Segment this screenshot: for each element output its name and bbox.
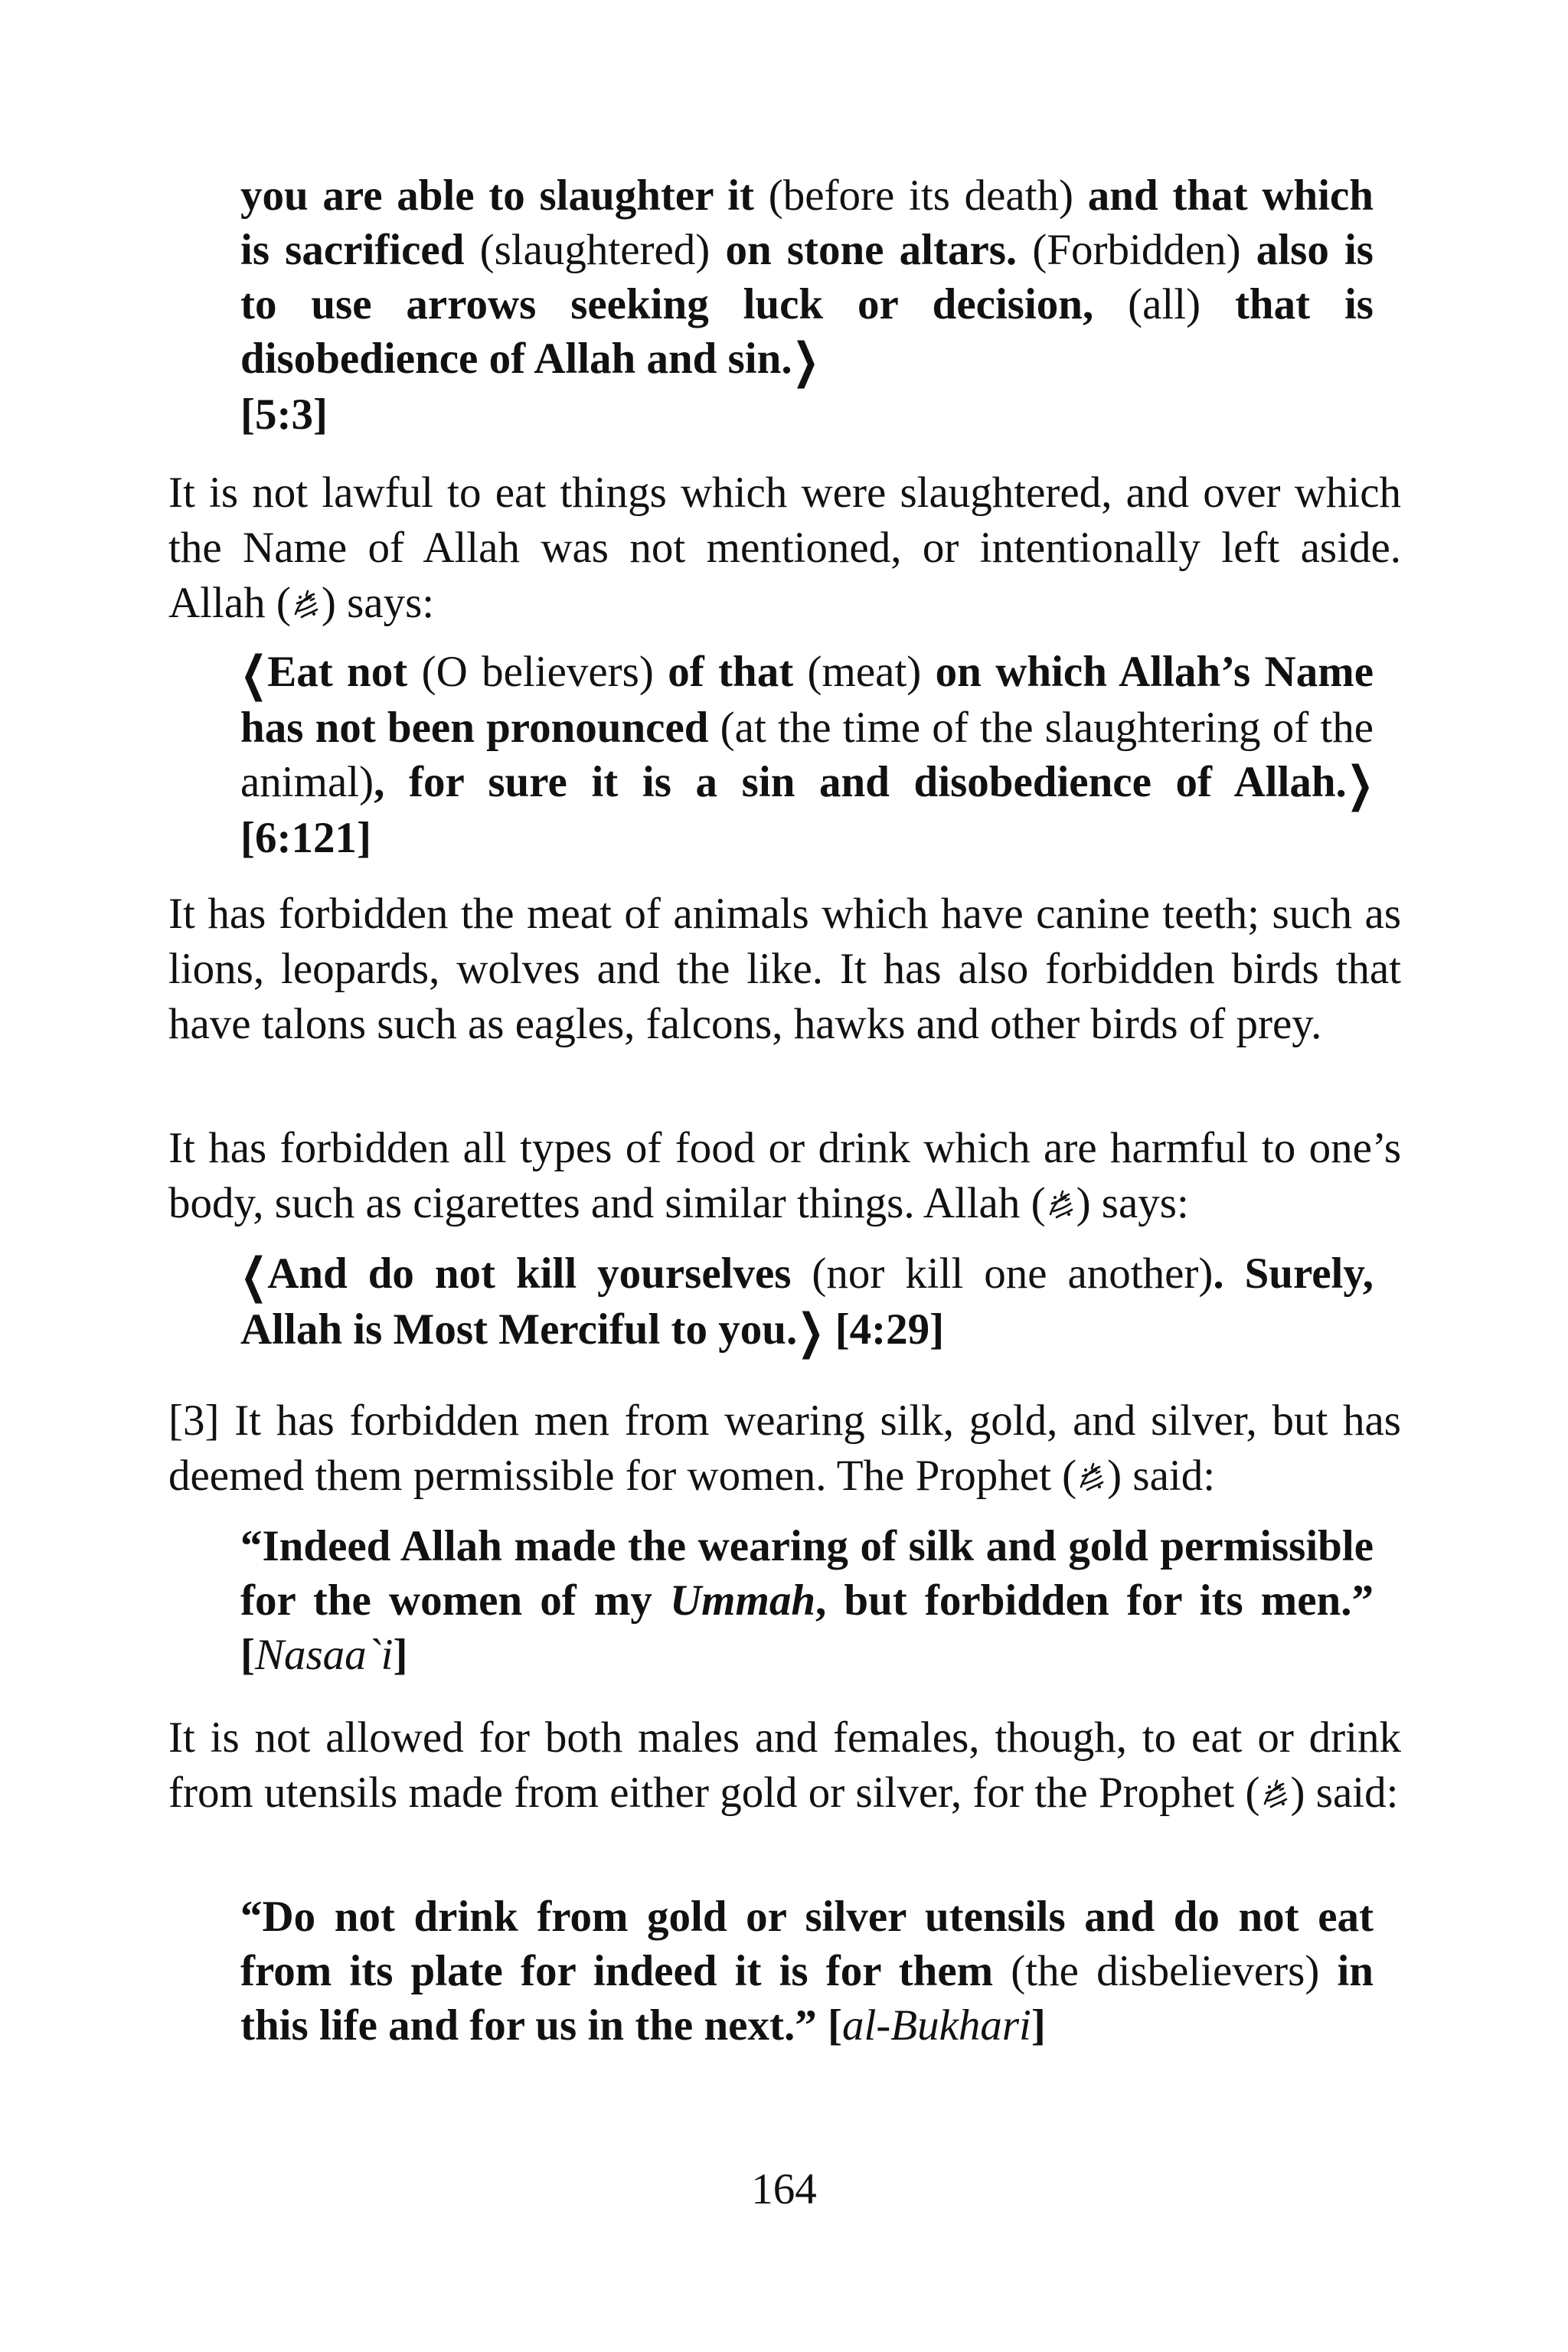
quote-bold-text: . Surely, Allah is Most Merciful to you. (240, 1250, 1374, 1354)
quote-bold-text: on which Allah’s Name has not been pronounced (240, 648, 1374, 752)
quote-gloss: (nor kill one another) (791, 1250, 1214, 1298)
hadith-bold-text: “Do not drink from gold or silver utensils and do not eat from its plate for indeed it is for them (240, 1893, 1374, 1995)
paragraph-text: ) said: (1290, 1769, 1399, 1817)
open-quran-bracket-icon: ❮ (240, 645, 268, 702)
hadith-source: al-Bukhari (841, 2001, 1031, 2050)
paragraph-text: It has forbidden all types of food or drink which are harmful to one’s body, such as cigarettes and similar things. Allah ( (168, 1124, 1401, 1227)
paragraph-text: It is not lawful to eat things which were slaughtered, and over which the Name of Allah was not mentioned, or intentionally left aside. Allah ( (168, 469, 1401, 627)
quote-gloss: (meat) (793, 648, 936, 696)
arabic-honorific-icon (291, 588, 322, 622)
quote-gloss: (O believers) (407, 648, 668, 696)
paragraph-text: ) said: (1107, 1452, 1216, 1500)
hadith-source: Nasaa`i (254, 1631, 394, 1679)
quote-bold-text: of that (668, 648, 794, 696)
arabic-honorific-icon (1260, 1778, 1291, 1811)
paragraph-canine-animals (168, 887, 1401, 1052)
quran-quote-4-29 (240, 1246, 1374, 1358)
paragraph-utensils (168, 1710, 1401, 1821)
hadith-source-bracket: [ (240, 1631, 255, 1679)
hadith-gloss: (the disbelievers) (993, 1947, 1338, 1995)
quote-bold-text: also is to use arrows seeking luck or decision, (240, 226, 1374, 328)
quran-quote-6-121 (240, 645, 1374, 865)
quote-bold-text: And do not kill yourselves (267, 1250, 792, 1298)
paragraph-text: [3] It has forbidden men from wearing silk, gold, and silver, but has deemed them permissible for women. The Prophet ( (168, 1396, 1401, 1500)
paragraph-silk-gold (168, 1393, 1401, 1504)
arabic-honorific-icon (1076, 1461, 1107, 1494)
paragraph-text: It has forbidden the meat of animals which have canine teeth; such as lions, leopards, wolves and the like. It has also forbidden birds that have talons such as eagles, falcons, hawks and other birds of prey. (168, 890, 1401, 1048)
arabic-honorific-icon (1046, 1188, 1076, 1222)
paragraph-text: ) says: (1076, 1179, 1189, 1227)
paragraph-text: ) says: (321, 579, 435, 627)
quote-gloss: (all) (1093, 280, 1235, 328)
quote-gloss: (before its death) (754, 172, 1088, 220)
quote-bold-text: that is disobedience of Allah and sin. (240, 280, 1374, 383)
quote-bold-text: Eat not (267, 648, 408, 696)
verse-reference: [6:121] (240, 814, 371, 862)
hadith-source-bracket: ] (1031, 2001, 1046, 2050)
close-quran-bracket-icon: ❯ (1346, 755, 1374, 812)
verse-reference: [4:29] (824, 1305, 945, 1354)
quote-gloss: (Forbidden) (1017, 226, 1256, 274)
paragraph-lawful-slaughter (168, 466, 1401, 631)
hadith-quote-bukhari (240, 1890, 1374, 2053)
hadith-bold-text: in this life and for us in the next.” (240, 1947, 1374, 2050)
hadith-source-bracket: [ (816, 2001, 842, 2050)
hadith-bold-text: , but forbidden for its men.” (815, 1576, 1374, 1625)
quote-bold-text: and that which is sacrificed (240, 172, 1374, 274)
open-quran-bracket-icon: ❮ (240, 1246, 268, 1304)
quote-bold-text: , for sure it is a sin and disobedience of Allah. (374, 758, 1347, 806)
quote-bold-text: you are able to slaughter it (240, 172, 755, 220)
close-quran-bracket-icon: ❯ (797, 1302, 825, 1360)
hadith-bold-text: “Indeed Allah made the wearing of silk and gold permissible for the women of my (240, 1522, 1374, 1625)
hadith-source-bracket: ] (393, 1631, 408, 1679)
paragraph-text: It is not allowed for both males and females, though, to eat or drink from utensils made from either gold or silver, for the Prophet ( (168, 1713, 1401, 1817)
paragraph-harmful-food (168, 1121, 1401, 1231)
page-number: 164 (751, 2165, 817, 2213)
quran-quote-5-3 (240, 168, 1374, 442)
verse-reference: [5:3] (240, 390, 328, 439)
quote-bold-text: on stone altars. (725, 226, 1018, 274)
close-quran-bracket-icon: ❯ (792, 332, 819, 389)
hadith-quote-nasaai (240, 1519, 1374, 1682)
hadith-italic-term: Ummah (669, 1576, 816, 1625)
quote-gloss: (slaughtered) (464, 226, 726, 274)
quote-gloss: (at the time of the slaughtering of the animal) (240, 704, 1374, 806)
